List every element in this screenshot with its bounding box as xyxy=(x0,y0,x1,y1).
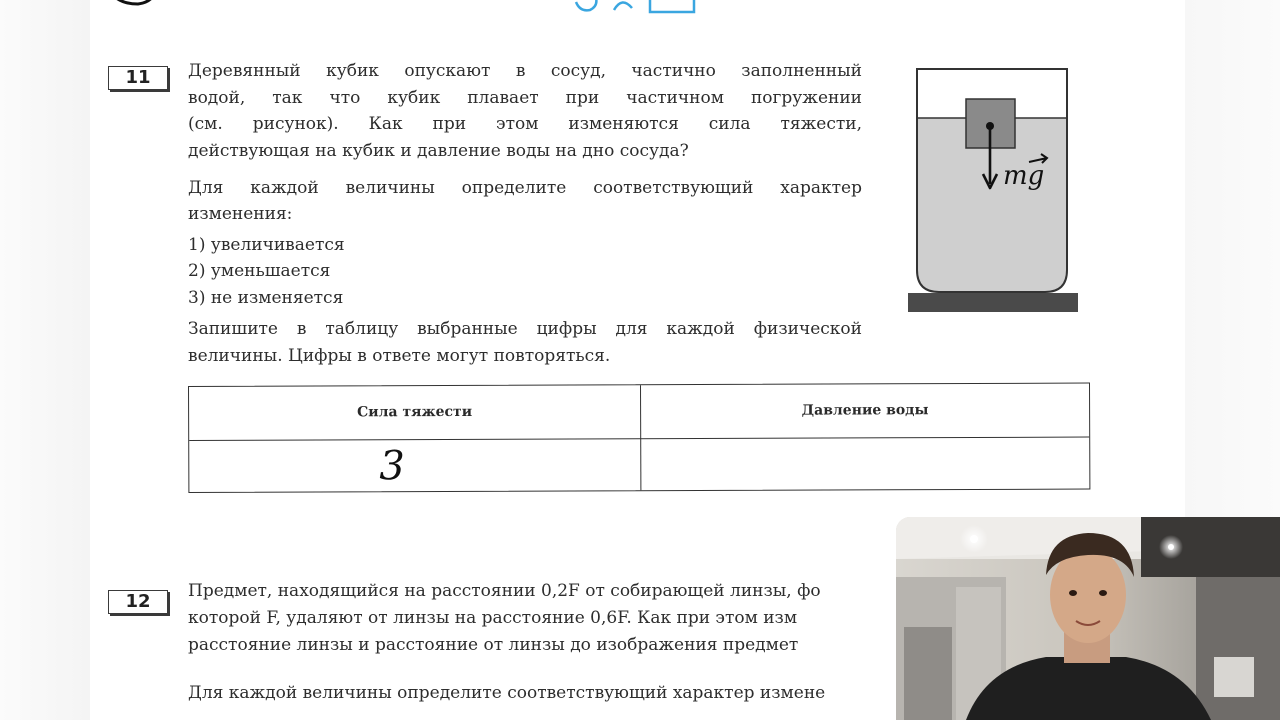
top-handwriting-blue xyxy=(566,0,706,16)
q11-text-line-2: водой, так что кубик плавает при частичном погружении xyxy=(188,88,862,108)
force-label: mg xyxy=(1003,161,1045,191)
q12-text-line-1: Предмет, находящийся на расстоянии 0,2F от собирающей линзы, фо xyxy=(188,581,821,601)
q12-instruction-line: Для каждой величины определите соответствующий характер измене xyxy=(188,683,826,703)
q11-write-line-2: величины. Цифры в ответе могут повторяться. xyxy=(188,346,611,366)
header-water-pressure: Давление воды xyxy=(801,402,929,419)
q11-instruction-line-2: изменения: xyxy=(188,204,293,224)
q12-text-line-3: расстояние линзы и расстояние от линзы до изображения предмет xyxy=(188,635,799,655)
q12-text-line-2: которой F, удаляют от линзы на расстояние 0,6F. Как при этом изм xyxy=(188,608,798,628)
header-gravity: Сила тяжести xyxy=(357,403,473,421)
answer-gravity[interactable]: 3 xyxy=(379,443,405,490)
webcam-overlay xyxy=(896,517,1280,720)
q11-option-2: 2) уменьшается xyxy=(188,261,331,281)
q11-text-line-4: действующая на кубик и давление воды на дно сосуда? xyxy=(188,141,689,161)
question-number-11: 11 xyxy=(108,66,168,90)
webcam-video xyxy=(896,517,1280,720)
q11-write-line-1: Запишите в таблицу выбранные цифры для каждой физической xyxy=(188,319,862,339)
question-number-12: 12 xyxy=(108,590,168,614)
q11-text-line-3: (см. рисунок). Как при этом изменяются сила тяжести, xyxy=(188,114,862,134)
q11-text-line-1: Деревянный кубик опускают в сосуд, частично заполненный xyxy=(188,61,862,81)
answer-water-pressure[interactable] xyxy=(829,442,889,482)
q11-option-3: 3) не изменяется xyxy=(188,288,344,308)
vessel-base xyxy=(908,293,1078,312)
q11-option-1: 1) увеличивается xyxy=(188,235,345,255)
top-handwriting-circle xyxy=(100,0,160,8)
page-left-margin xyxy=(0,0,90,720)
q11-instruction-line-1: Для каждой величины определите соответствующий характер xyxy=(188,178,862,198)
answer-table xyxy=(188,383,1090,493)
vessel-figure xyxy=(905,66,1083,316)
